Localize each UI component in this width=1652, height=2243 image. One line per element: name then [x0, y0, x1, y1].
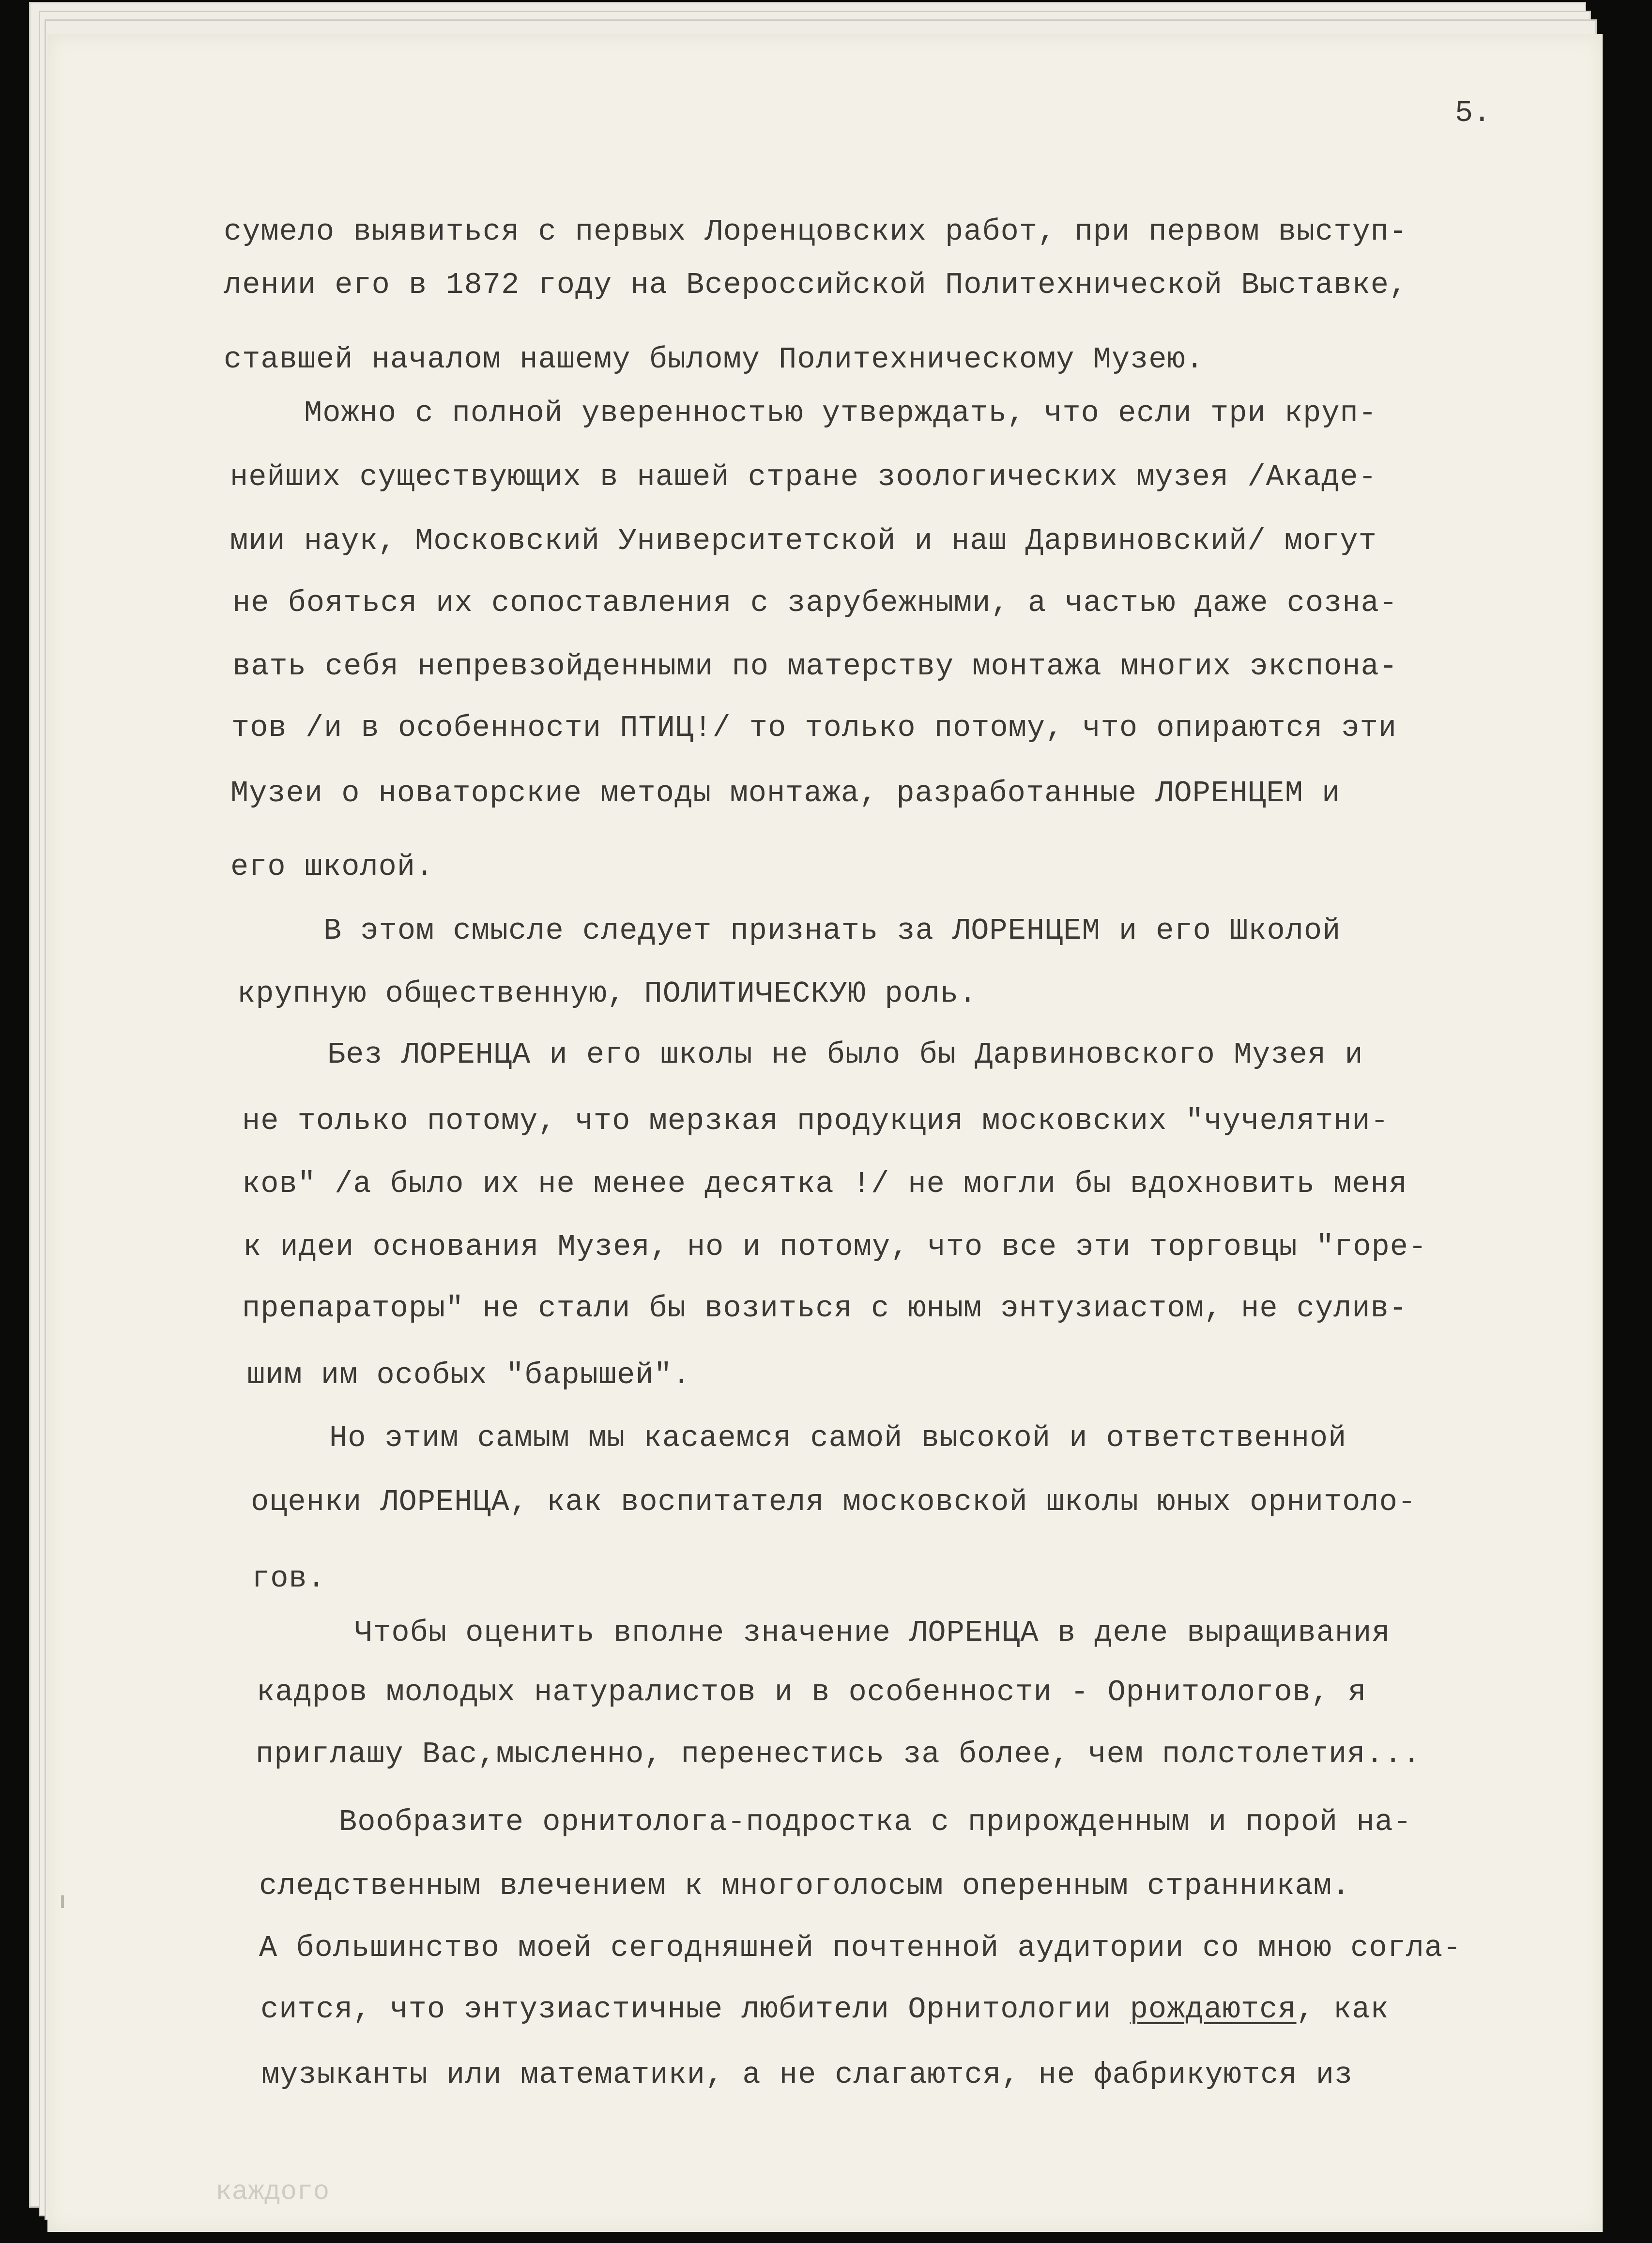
text-line: А большинство моей сегодняшней почтенной аудитории со мною согла-: [259, 1931, 1462, 1965]
paper-edge-mark: [61, 1895, 64, 1908]
text-line: Без ЛОРЕНЦА и его школы не было бы Дарвиновского Музея и: [327, 1038, 1363, 1072]
text-line: не только потому, что мерзкая продукция московских "чучелятни-: [242, 1104, 1389, 1138]
text-line: его школой.: [230, 850, 434, 884]
text-line: ставшей началом нашему былому Политехническому Музею.: [224, 342, 1204, 377]
text-line: гов.: [252, 1561, 326, 1596]
text-line: крупную общественную, ПОЛИТИЧЕСКУЮ роль.: [237, 977, 978, 1011]
text-line: шим им особых "барышей".: [247, 1358, 691, 1392]
text-segment: , как: [1296, 1992, 1389, 2027]
text-line: Чтобы оценить вполне значение ЛОРЕНЦА в деле выращивания: [354, 1616, 1391, 1650]
text-line: лении его в 1872 году на Всероссийской Политехнической Выставке,: [224, 268, 1408, 302]
text-line: препараторы" не стали бы возиться с юным энтузиастом, не сулив-: [242, 1291, 1407, 1326]
text-line: музыканты или математики, а не слагаются, не фабрикуются из: [261, 2058, 1353, 2092]
text-line: ков" /а было их не менее десятка !/ не могли бы вдохновить меня: [242, 1167, 1407, 1201]
text-line: мии наук, Московский Университетской и наш Дарвиновский/ могут: [230, 524, 1377, 558]
text-line: Вообразите орнитолога-подростка с прирожденным и порой на-: [339, 1805, 1412, 1839]
text-line: вать себя непревзойденными по матерству монтажа многих экспона-: [232, 649, 1398, 684]
text-segment: сится, что энтузиастичные любители Орнитологии: [260, 1992, 1130, 2027]
text-line: кадров молодых натуралистов и в особенности - Орнитологов, я: [257, 1675, 1367, 1709]
text-line: Но этим самым мы касаемся самой высокой и ответственной: [329, 1421, 1347, 1455]
text-line: Музеи о новаторские методы монтажа, разработанные ЛОРЕНЦЕМ и: [230, 776, 1341, 810]
text-line: к идеи основания Музея, но и потому, что все эти торговцы "горе-: [243, 1230, 1427, 1264]
page-number: 5.: [1455, 96, 1491, 130]
text-line: В этом смысле следует признать за ЛОРЕНЦЕМ и его Школой: [323, 914, 1341, 948]
text-line: приглашу Вас,мысленно, перенестись за более, чем полстолетия...: [256, 1737, 1421, 1771]
faint-carryover-word: каждого: [215, 2176, 330, 2207]
underlined-word: рождаются: [1130, 1992, 1297, 2027]
text-line: нейших существующих в нашей стране зоологических музея /Акаде-: [230, 460, 1377, 494]
text-line: оценки ЛОРЕНЦА, как воспитателя московской школы юных орнитоло-: [251, 1485, 1416, 1519]
text-line: не бояться их сопоставления с зарубежными, а частью даже созна-: [232, 586, 1398, 620]
text-line: Можно с полной уверенностью утверждать, что если три круп-: [304, 396, 1377, 430]
text-line: сумело выявиться с первых Лоренцовских работ, при первом выступ-: [224, 214, 1408, 249]
text-line: следственным влечением к многоголосым оперенным странникам.: [259, 1869, 1351, 1903]
text-line: [260, 1992, 1389, 2027]
text-line: тов /и в особенности ПТИЦ!/ то только потому, что опираются эти: [231, 711, 1397, 745]
